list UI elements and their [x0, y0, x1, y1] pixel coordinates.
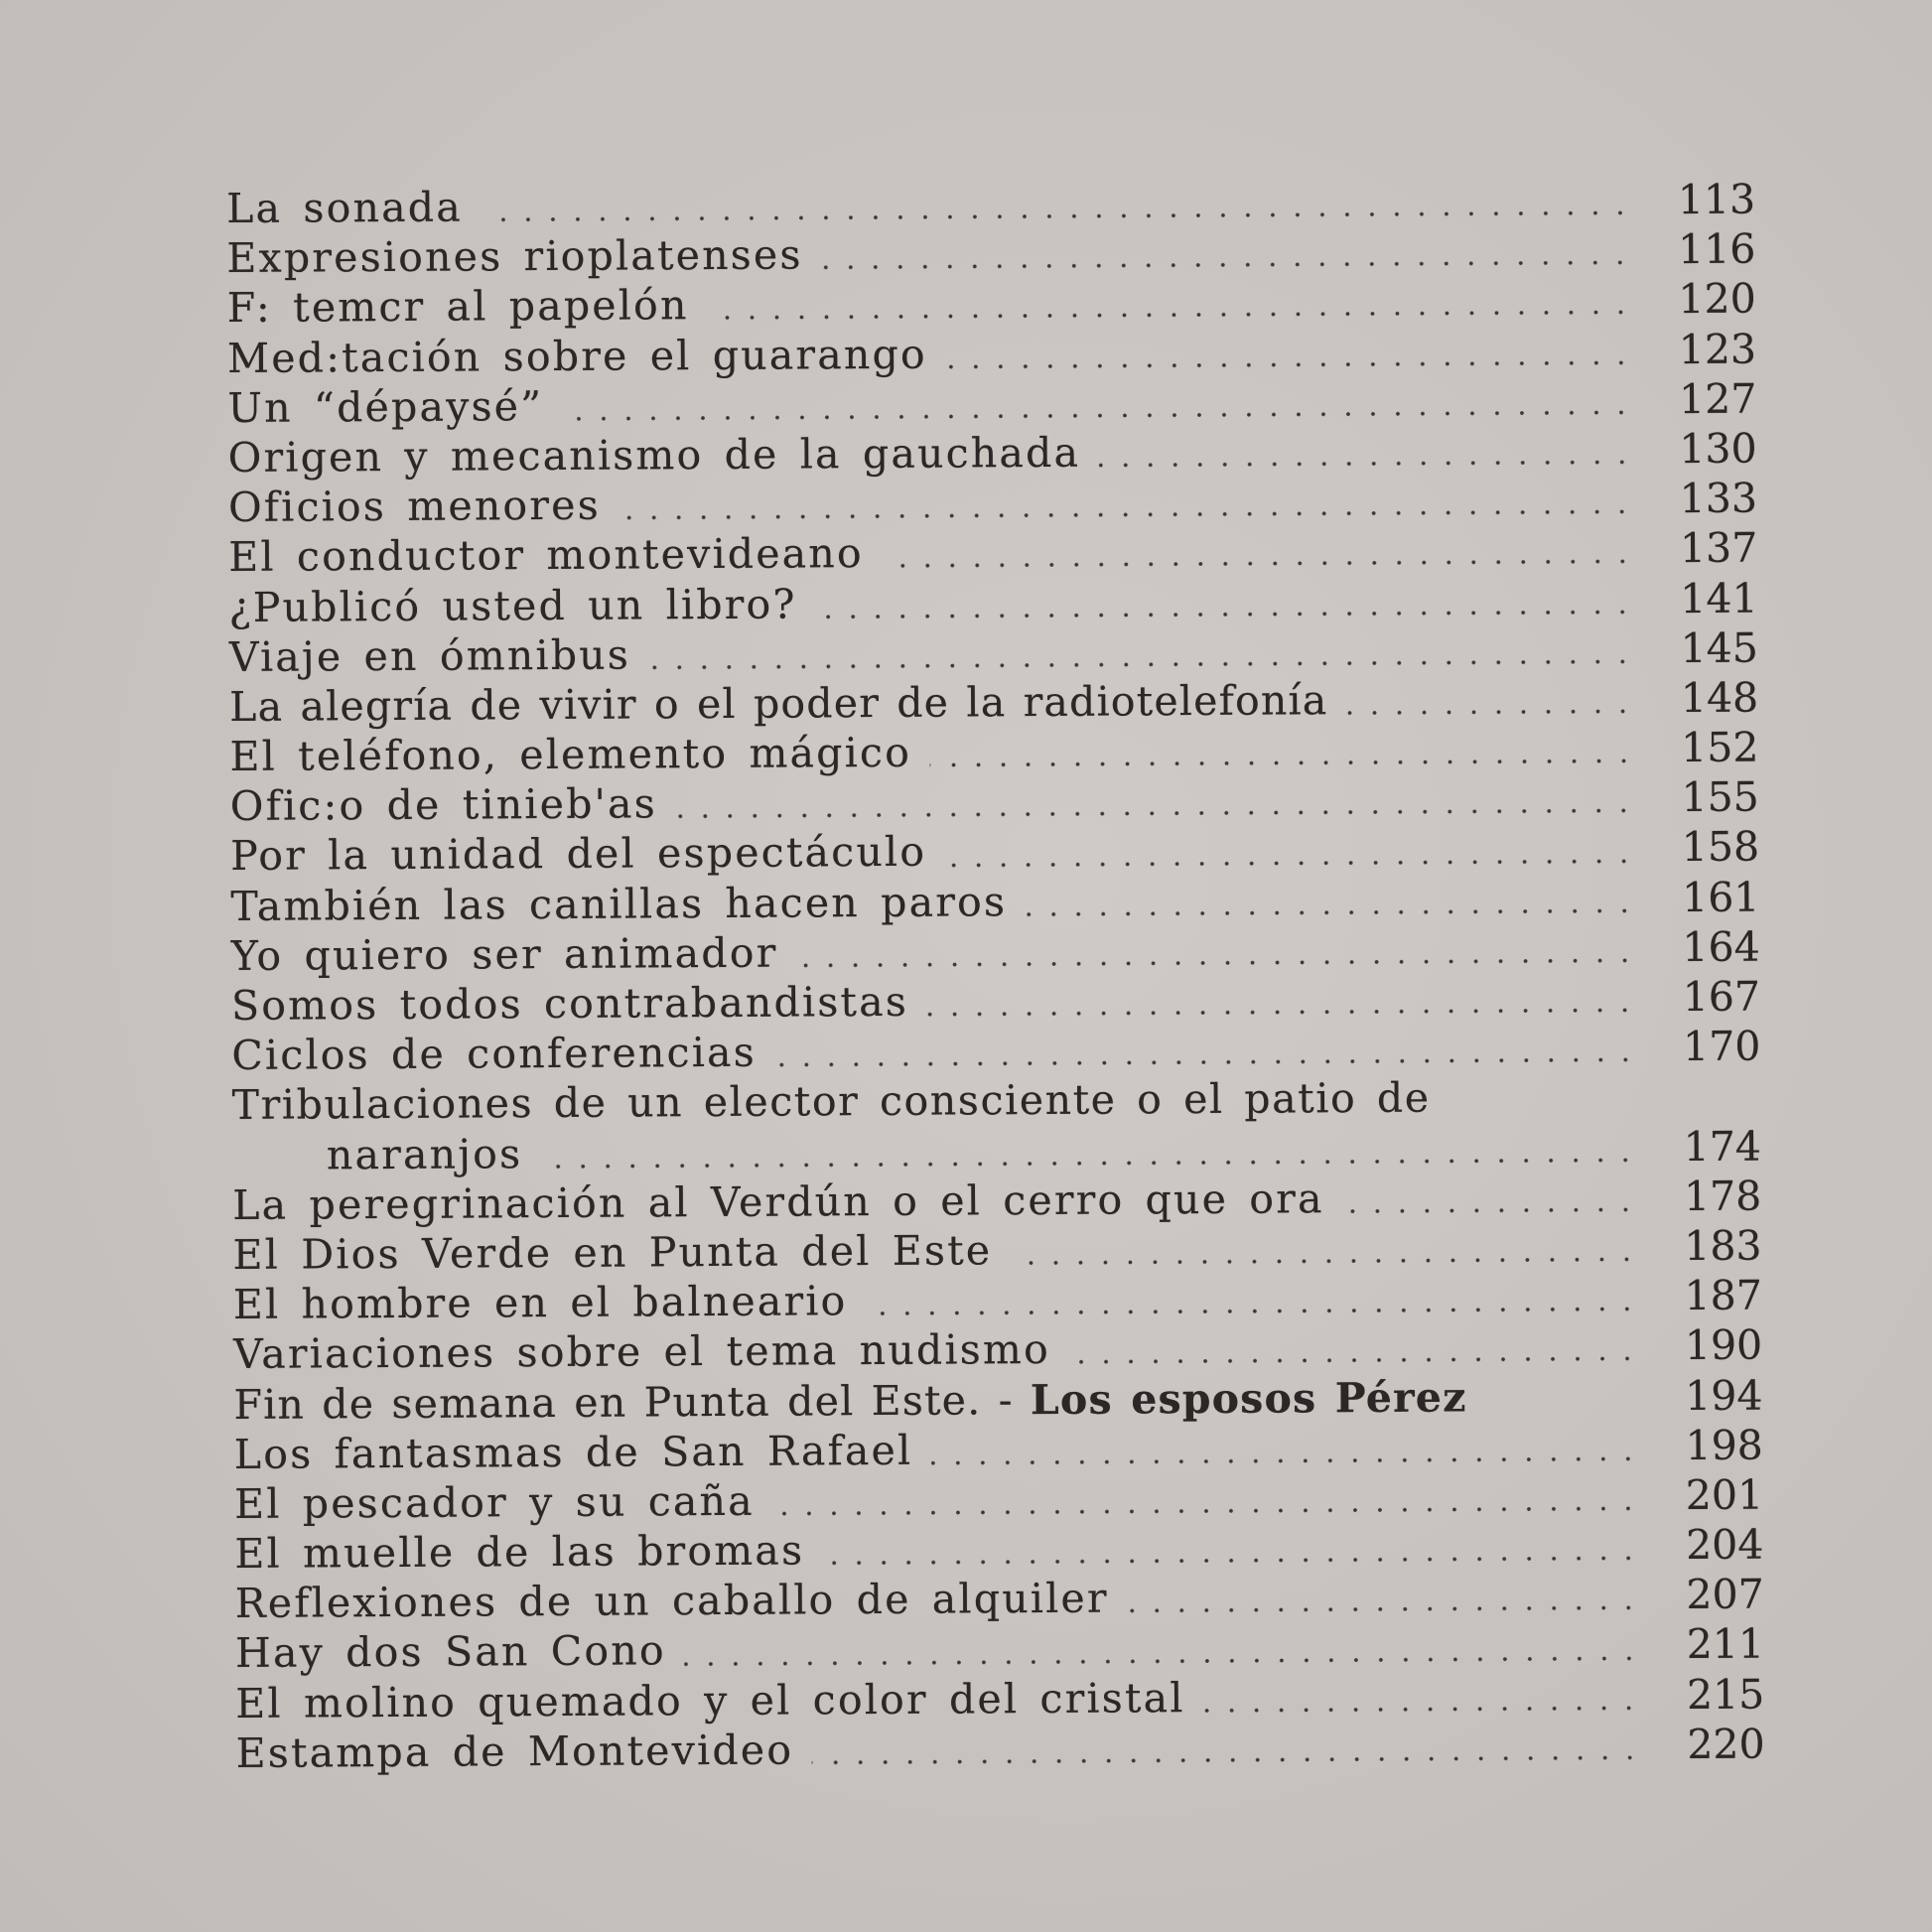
entry-page-number: 211	[1686, 1620, 1765, 1669]
toc-entry	[236, 1720, 1765, 1779]
entry-page-number: 127	[1678, 374, 1757, 423]
entry-page-number: 198	[1685, 1421, 1763, 1469]
dot-leader	[815, 610, 1635, 619]
entry-page-number: 161	[1681, 873, 1760, 921]
entry-title: Un “dépaysé”	[227, 381, 544, 432]
table-of-contents	[226, 176, 1765, 1779]
entry-page-number: 130	[1679, 424, 1757, 474]
entry-title: El hombre en el balneario	[232, 1277, 848, 1329]
dot-leader	[811, 1755, 1641, 1764]
entry-title: Somos todos contrabandistas	[230, 977, 909, 1030]
entry-title: Origen y mecanismo de la gauchada	[227, 428, 1081, 482]
dot-leader	[1345, 709, 1635, 715]
dot-leader	[796, 958, 1637, 967]
entry-page-number: 158	[1681, 823, 1760, 872]
entry-page-number: 204	[1685, 1520, 1764, 1570]
dot-leader	[619, 510, 1634, 520]
entry-title: Oficios menores	[227, 481, 602, 532]
entry-title: Ofic:o de tinieb'as	[229, 779, 658, 831]
entry-title: Reflexiones de un caballo de alquiler	[234, 1574, 1109, 1628]
dot-leader	[944, 859, 1636, 867]
entry-page-number: 178	[1683, 1172, 1762, 1220]
dot-leader	[1342, 1207, 1639, 1213]
entry-title: El conductor montevideano	[228, 529, 864, 582]
entry-page-number: 148	[1680, 673, 1759, 722]
entry-title: Hay dos San Cono	[234, 1626, 666, 1678]
dot-leader	[866, 1308, 1639, 1316]
entry-page-number: 220	[1687, 1720, 1765, 1768]
entry-title: También las canillas hacen paros	[230, 877, 1008, 930]
entry-page-number: 207	[1686, 1570, 1764, 1619]
entry-page-number: 123	[1678, 325, 1757, 373]
entry-page-number: 152	[1681, 723, 1759, 772]
dot-leader	[1025, 908, 1636, 916]
entry-page-number: 116	[1678, 224, 1756, 274]
entry-title	[233, 1373, 1466, 1429]
dot-leader	[882, 560, 1634, 569]
entry-title: El teléfono, elemento mágico	[229, 728, 912, 781]
entry-page-number: 141	[1680, 574, 1758, 622]
entry-title: Los fantasmas de San Rafael	[233, 1426, 913, 1478]
entry-title: Ciclos de conferencias	[231, 1028, 758, 1080]
dot-leader	[1127, 1606, 1641, 1613]
entry-title: La peregrinación al Verdún o el cerro que ora	[232, 1174, 1324, 1229]
no-leader	[1485, 1407, 1640, 1412]
entry-title: La sonada	[226, 183, 464, 232]
entry-title: Expresiones rioplatenses	[226, 230, 803, 283]
entry-page-number: 201	[1685, 1470, 1764, 1519]
entry-title: El pescador y su caña	[233, 1476, 755, 1528]
entry-page-number: 133	[1679, 474, 1758, 523]
entry-title-regular: Fin de semana en Punta del Este. -	[233, 1375, 1014, 1429]
entry-title: Por la unidad del espectáculo	[229, 828, 927, 881]
entry-title: Med:tación sobre el guarango	[226, 330, 927, 382]
entry-page-number: 170	[1682, 1022, 1761, 1071]
entry-page-number: 190	[1684, 1320, 1763, 1370]
dot-leader	[929, 759, 1635, 766]
dot-leader	[648, 659, 1635, 669]
dot-leader	[684, 1656, 1641, 1666]
entry-page-number: 194	[1685, 1371, 1763, 1420]
dot-leader	[772, 1506, 1640, 1515]
entry-title: Estampa de Montevideo	[235, 1725, 794, 1777]
dot-leader	[1068, 1357, 1639, 1365]
dot-leader	[1098, 460, 1634, 467]
entry-page-number: 215	[1686, 1670, 1765, 1719]
dot-leader	[1203, 1706, 1642, 1713]
dot-leader	[945, 360, 1633, 368]
entry-title: Variaciones sobre el tema nudismo	[233, 1325, 1051, 1379]
dot-leader	[561, 410, 1633, 421]
dot-leader	[675, 809, 1636, 819]
entry-page-number: 167	[1682, 972, 1761, 1022]
entry-page-number: 155	[1681, 772, 1759, 822]
entry-page-number: 113	[1677, 175, 1756, 224]
dot-leader	[821, 261, 1633, 270]
entry-page-number: 187	[1684, 1271, 1763, 1320]
entry-title: La alegría de vivir o el poder de la radiotelefonía	[229, 676, 1328, 731]
entry-title: F: temcr al papelón	[226, 281, 689, 333]
no-leader	[1449, 1108, 1638, 1113]
entry-page-number: 120	[1678, 274, 1756, 324]
dot-leader	[1010, 1257, 1638, 1265]
entry-page-number: 145	[1680, 623, 1759, 672]
entry-title: Tribulaciones de un elector consciente o el patio de	[231, 1073, 1431, 1130]
entry-page-number: 164	[1682, 922, 1760, 971]
dot-leader	[822, 1556, 1640, 1565]
entry-page-number: 137	[1679, 523, 1758, 573]
dot-leader	[540, 1158, 1638, 1169]
dot-leader	[926, 1008, 1637, 1016]
entry-title-bold: Los esposos Pérez	[1030, 1372, 1467, 1424]
entry-title: El Dios Verde en Punta del Este	[232, 1226, 993, 1279]
entry-title: El molino quemado y el color del cristal	[235, 1673, 1185, 1727]
entry-page-number: 174	[1683, 1122, 1762, 1171]
entry-page-number: 183	[1684, 1221, 1762, 1270]
entry-title: Yo quiero ser animador	[230, 928, 778, 980]
dot-leader	[707, 311, 1633, 321]
dot-leader	[774, 1058, 1637, 1067]
entry-title: Viaje en ómnibus	[228, 630, 631, 681]
dot-leader	[481, 210, 1632, 221]
entry-title-continued: naranjos	[326, 1129, 523, 1178]
empty-page-slot	[1652, 1110, 1761, 1111]
entry-title: ¿Publicó usted un libro?	[228, 579, 797, 631]
dot-leader	[930, 1456, 1639, 1464]
entry-title: El muelle de las bromas	[234, 1526, 805, 1579]
